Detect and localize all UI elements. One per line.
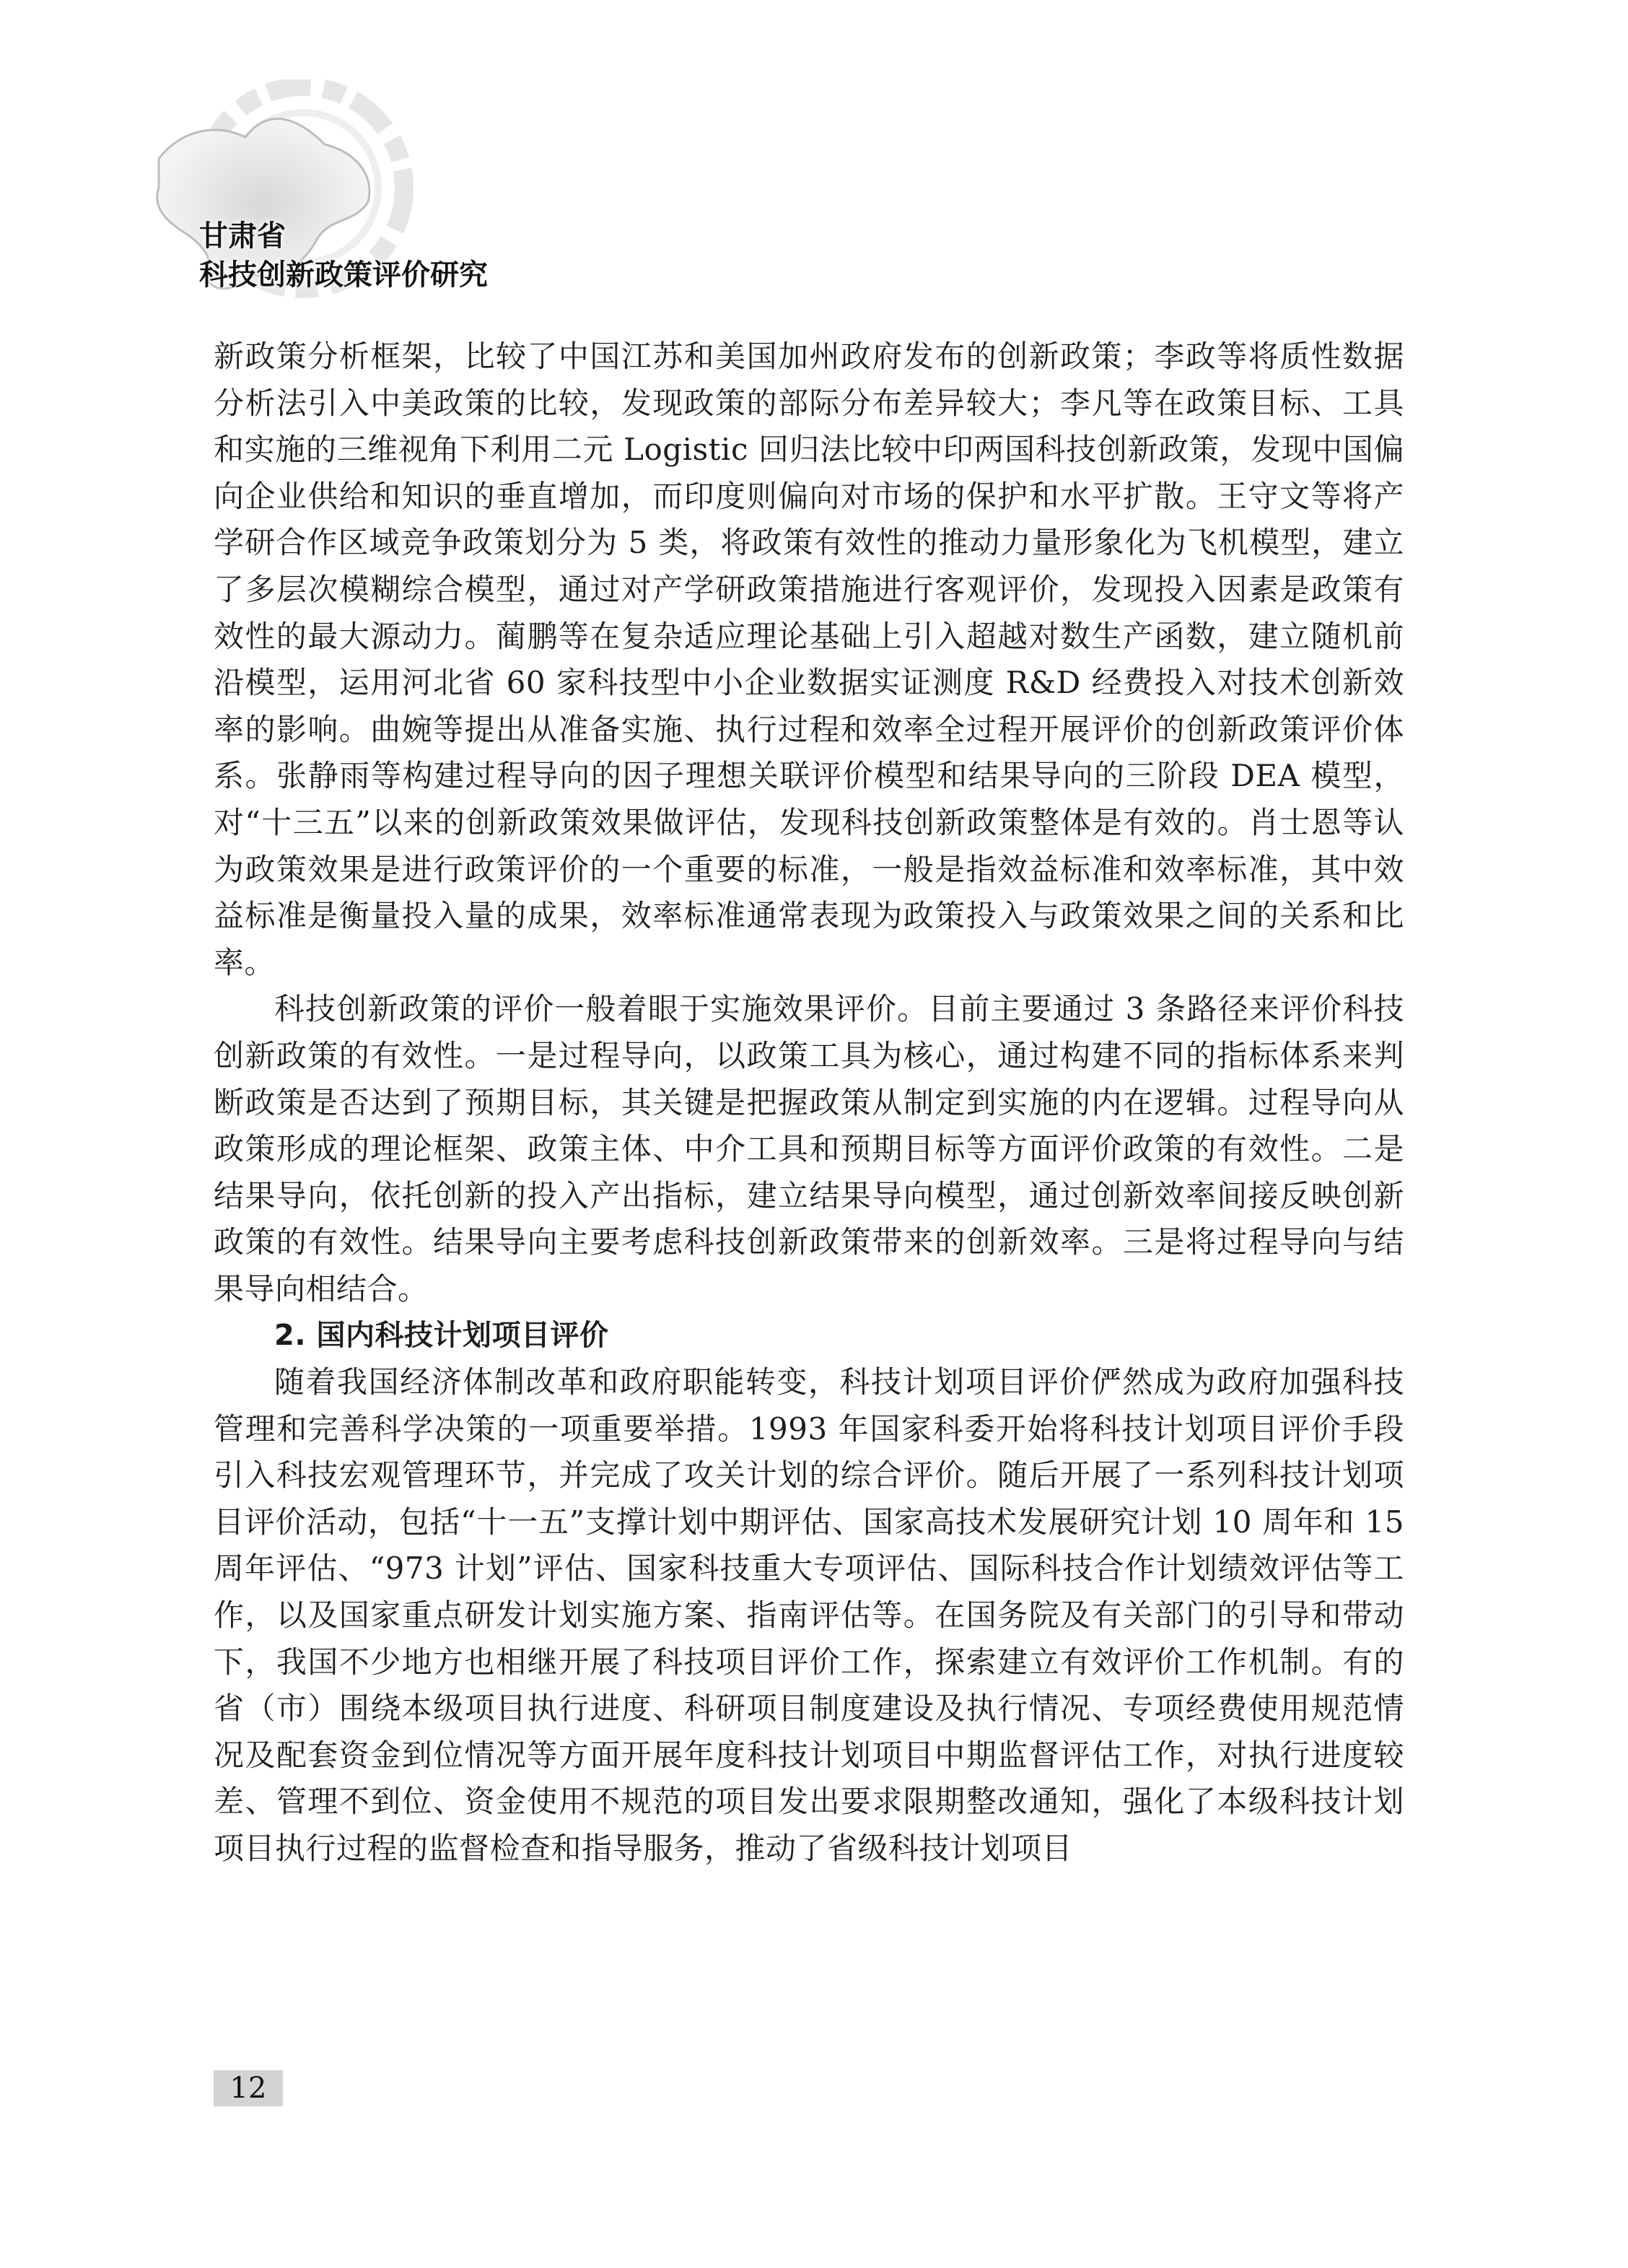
- header-title-line1: 甘肃省: [199, 219, 286, 253]
- paragraph-3: 随着我国经济体制改革和政府职能转变，科技计划项目评价俨然成为政府加强科技管理和完善科学决策的一项重要举措。1993 年国家科委开始将科技计划项目评价手段引入科技宏观管理环节，并完成了攻关计划的综合评价。随后开展了一系列科技计划项目评价活动，包括“十一五”支撑计划中期评估、国家高技术发展研究计划 10 周年和 15 周年评估、“973 计划”评估、国家科技重大专项评估、国际科技合作计划绩效评估等工作，以及国家重点研发计划实施方案、指南评估等。在国务院及有关部门的引导和带动下，我国不少地方也相继开展了科技项目评价工作，探索建立有效评价工作机制。有的省（市）围绕本级项目执行进度、科研项目制度建设及执行情况、专项经费使用规范情况及配套资金到位情况等方面开展年度科技计划项目中期监督评估工作，对执行进度较差、管理不到位、资金使用不规范的项目发出要求限期整改通知，强化了本级科技计划项目执行过程的监督检查和指导服务，推动了省级科技计划项目: [214, 1364, 1404, 1866]
- page-number: 12: [214, 2070, 283, 2106]
- header-title-line2: 科技创新政策评价研究: [199, 258, 488, 292]
- body-text: [214, 333, 1404, 1872]
- section-heading: 2. 国内科技计划项目评价: [274, 1319, 609, 1353]
- paragraph-1: 新政策分析框架，比较了中国江苏和美国加州政府发布的创新政策；李政等将质性数据分析法引入中美政策的比较，发现政策的部际分布差异较大；李凡等在政策目标、工具和实施的三维视角下利用二元 Logistic 回归法比较中印两国科技创新政策，发现中国偏向企业供给和知识的垂直增加，而印度则偏向对市场的保护和水平扩散。王守文等将产学研合作区域竞争政策划分为 5 类，将政策有效性的推动力量形象化为飞机模型，建立了多层次模糊综合模型，通过对产学研政策措施进行客观评价，发现投入因素是政策有效性的最大源动力。蔺鹏等在复杂适应理论基础上引入超越对数生产函数，建立随机前沿模型，运用河北省 60 家科技型中小企业数据实证测度 R&D 经费投入对技术创新效率的影响。曲婉等提出从准备实施、执行过程和效率全过程开展评价的创新政策评价体系。张静雨等构建过程导向的因子理想关联评价模型和结果导向的三阶段 DEA 模型，对“十三五”以来的创新政策效果做评估，发现科技创新政策整体是有效的。肖士恩等认为政策效果是进行政策评价的一个重要的标准，一般是指效益标准和效率标准，其中效益标准是衡量投入量的成果，效率标准通常表现为政策投入与政策效果之间的关系和比率。: [214, 339, 1404, 980]
- running-header: [199, 217, 488, 295]
- paragraph-2: 科技创新政策的评价一般着眼于实施效果评价。目前主要通过 3 条路径来评价科技创新政策的有效性。一是过程导向，以政策工具为核心，通过构建不同的指标体系来判断政策是否达到了预期目标，其关键是把握政策从制定到实施的内在逻辑。过程导向从政策形成的理论框架、政策主体、中介工具和预期目标等方面评价政策的有效性。二是结果导向，依托创新的投入产出指标，建立结果导向模型，通过创新效率间接反映创新政策的有效性。结果导向主要考虑科技创新政策带来的创新效率。三是将过程导向与结果导向相结合。: [214, 991, 1404, 1307]
